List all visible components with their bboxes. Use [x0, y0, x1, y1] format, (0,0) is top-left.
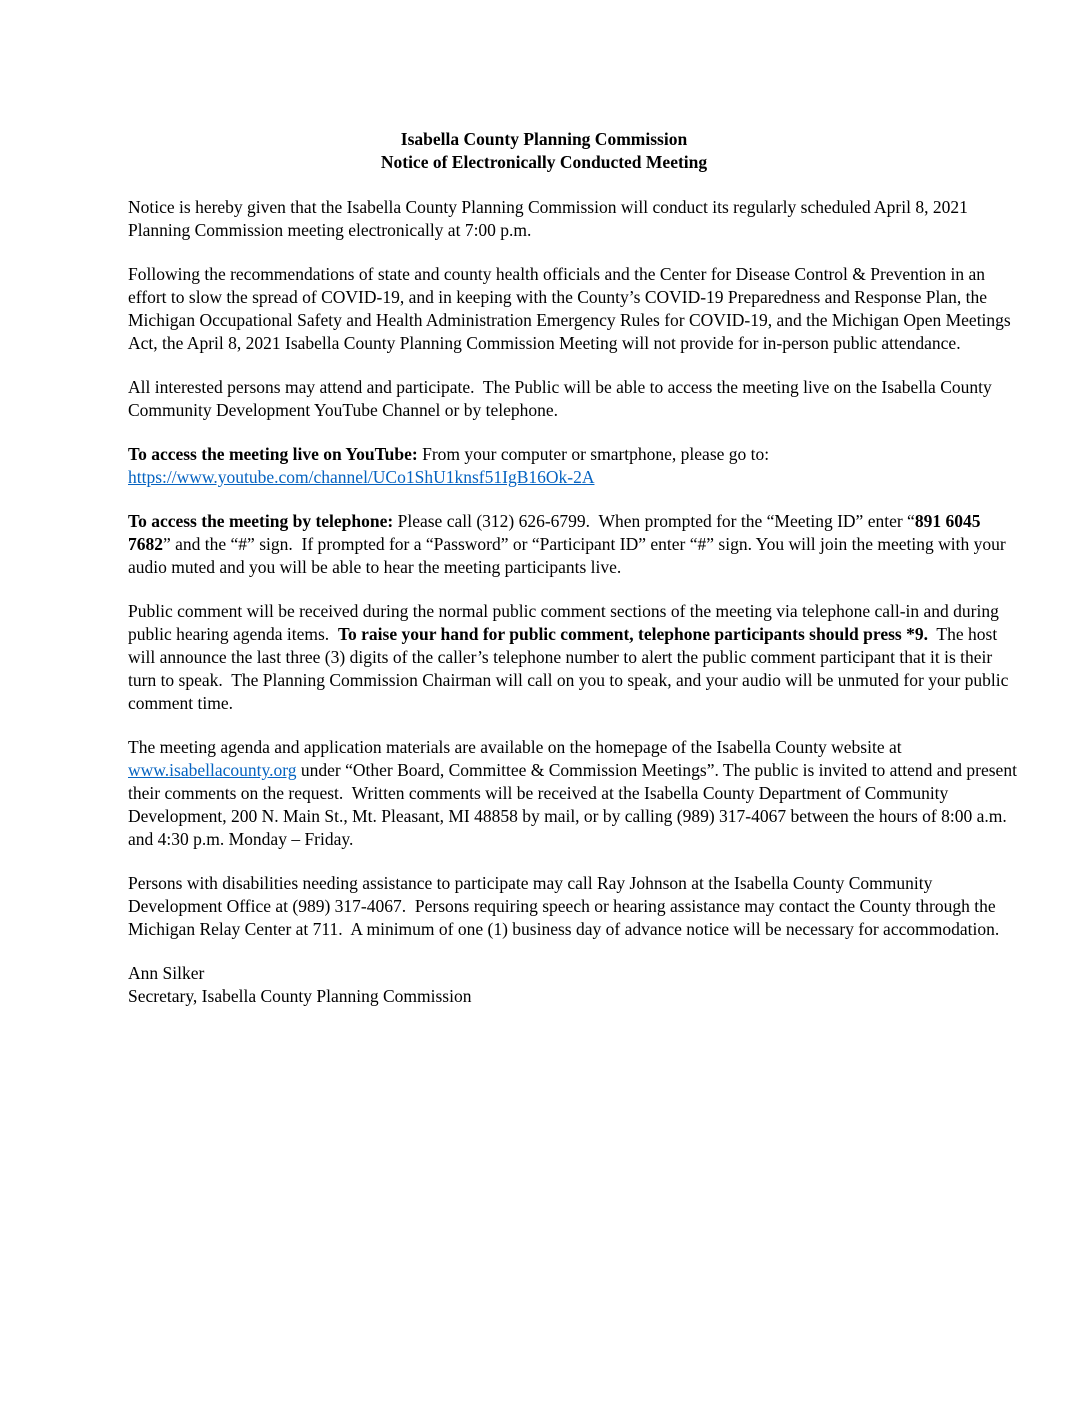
raise-hand-instruction: To raise your hand for public comment, telephone participants should press *9. — [337, 624, 928, 644]
paragraph-disability-assistance: Persons with disabilities needing assistance to participate may call Ray Johnson at the Isabella County Community Development Office at (989) 317-4067. Persons requiring speech or hearing assistance may contact the County through the Michigan Relay Center at 711. A minimum of one (1) business day of advance notice will be necessary for accommodation. — [128, 873, 1001, 939]
youtube-channel-link[interactable]: https://www.youtube.com/channel/UCo1ShU1knsf51IgB16Ok-2A — [128, 467, 595, 487]
title-line-2: Notice of Electronically Conducted Meeting — [380, 152, 708, 172]
signature-title: Secretary, Isabella County Planning Commission — [128, 986, 472, 1006]
public-comment-text-2: The host will announce the last three (3) digits of the caller’s telephone number to alert the public comment participant that it is their turn to speak. The Planning Commission Chairman will call on you to speak, and your audio will be unmuted for your public comment time. — [128, 624, 1013, 713]
signature-block — [128, 962, 1022, 1008]
meeting-id: 891 6045 7682 — [128, 511, 985, 554]
telephone-access-text-2: ” and the “#” sign. If prompted for a “Password” or “Participant ID” enter “#” sign. You will join the meeting with your audio muted and you will be able to hear the meeting participants live. — [128, 534, 1011, 577]
paragraph-youtube-access — [128, 443, 1022, 489]
agenda-text-2: under “Other Board, Committee & Commission Meetings”. The public is invited to attend and present their comments on the request. Written comments will be received at the Isabella County Department of Community Development, 200 N. Main St., Mt. Pleasant, MI 48858 by mail, or by calling (989) 317-4067 between the hours of 8:00 a.m. and 4:30 p.m. Monday – Friday. — [128, 760, 1022, 849]
paragraph-public-comment — [128, 600, 1022, 715]
telephone-access-label: To access the meeting by telephone: — [128, 511, 394, 531]
isabella-county-website-link[interactable]: www.isabellacounty.org — [128, 760, 297, 780]
paragraph-health-recommendations: Following the recommendations of state and county health officials and the Center for Disease Control & Prevention in an effort to slow the spread of COVID-19, and in keeping with the County’s COVID-19 Preparedness and Response Plan, the Michigan Occupational Safety and Health Administration Emergency Rules for COVID-19, and the Michigan Open Meetings Act, the April 8, 2021 Isabella County Planning Commission Meeting will not provide for in-person public attendance. — [128, 264, 1015, 353]
agenda-text-1: The meeting agenda and application materials are available on the homepage of the Isabella County website at — [128, 737, 906, 757]
paragraph-notice-given: Notice is hereby given that the Isabella County Planning Commission will conduct its regularly scheduled April 8, 2021 Planning Commission meeting electronically at 7:00 p.m. — [128, 197, 973, 240]
paragraph-all-interested: All interested persons may attend and participate. The Public will be able to access the meeting live on the Isabella County Community Development YouTube Channel or by telephone. — [128, 377, 997, 420]
telephone-access-text-1: Please call (312) 626-6799. When prompted for the “Meeting ID” enter “ — [393, 511, 915, 531]
paragraph-telephone-access — [128, 510, 1022, 579]
youtube-access-text: From your computer or smartphone, please go to: — [417, 444, 770, 464]
public-comment-text-1: Public comment will be received during the normal public comment sections of the meeting via telephone call-in and during public hearing agenda items. — [128, 601, 1004, 644]
signature-name: Ann Silker — [128, 963, 205, 983]
youtube-access-label: To access the meeting live on YouTube: — [128, 444, 418, 464]
document-title — [0, 128, 1088, 174]
title-line-1: Isabella County Planning Commission — [400, 129, 688, 149]
paragraph-agenda-materials — [128, 736, 1022, 851]
